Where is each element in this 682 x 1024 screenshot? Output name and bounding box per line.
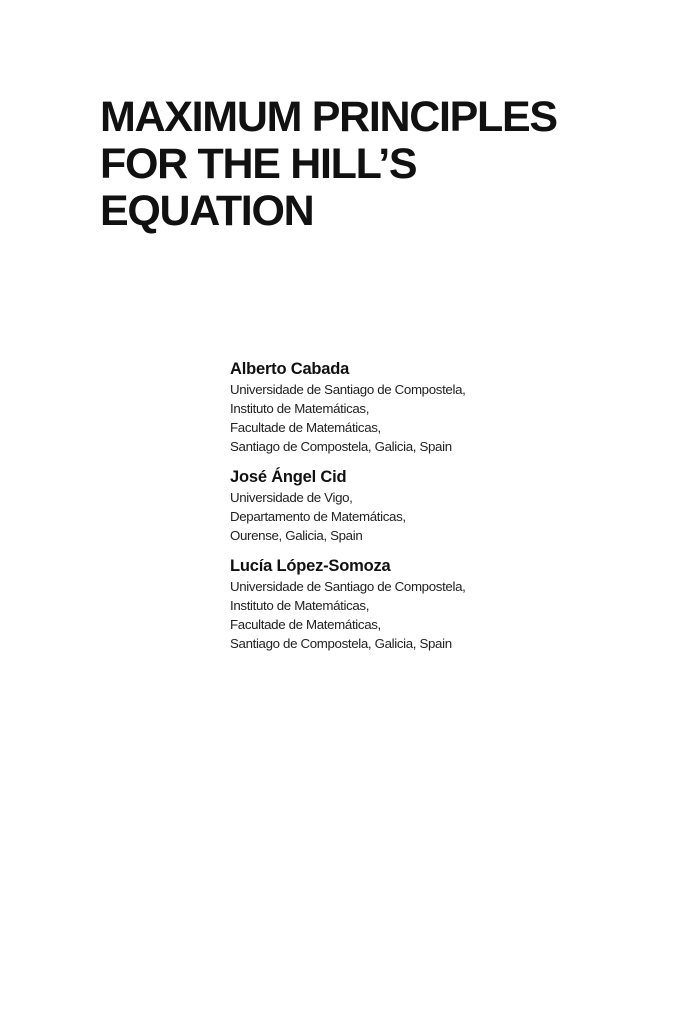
author-affiliation-line: Instituto de Matemáticas, xyxy=(230,598,370,613)
author-name: José Ángel Cid xyxy=(230,468,347,486)
author-affiliation-line: Facultade de Matemáticas, xyxy=(230,420,381,435)
author-name: Alberto Cabada xyxy=(230,360,350,378)
author-name: Lucía López-Somoza xyxy=(230,557,391,575)
author-affiliation-line: Santiago de Compostela, Galicia, Spain xyxy=(230,636,452,651)
book-title-line: MAXIMUM PRINCIPLES xyxy=(100,93,557,141)
author-block xyxy=(230,358,650,456)
book-title-line: EQUATION xyxy=(100,187,314,235)
book-title-line: FOR THE HILL’S xyxy=(100,140,417,188)
author-affiliation-line: Universidade de Santiago de Compostela, xyxy=(230,382,466,397)
author-affiliation-line: Universidade de Vigo, xyxy=(230,490,353,505)
author-list xyxy=(230,358,650,663)
author-affiliation-line: Instituto de Matemáticas, xyxy=(230,401,370,416)
author-affiliation-line: Departamento de Matemáticas, xyxy=(230,509,406,524)
author-affiliation-line: Universidade de Santiago de Compostela, xyxy=(230,579,466,594)
author-affiliation-line: Ourense, Galicia, Spain xyxy=(230,528,363,543)
author-block xyxy=(230,466,650,545)
author-affiliation-line: Facultade de Matemáticas, xyxy=(230,617,381,632)
author-affiliation-line: Santiago de Compostela, Galicia, Spain xyxy=(230,439,452,454)
author-block xyxy=(230,555,650,653)
book-title xyxy=(100,94,660,235)
